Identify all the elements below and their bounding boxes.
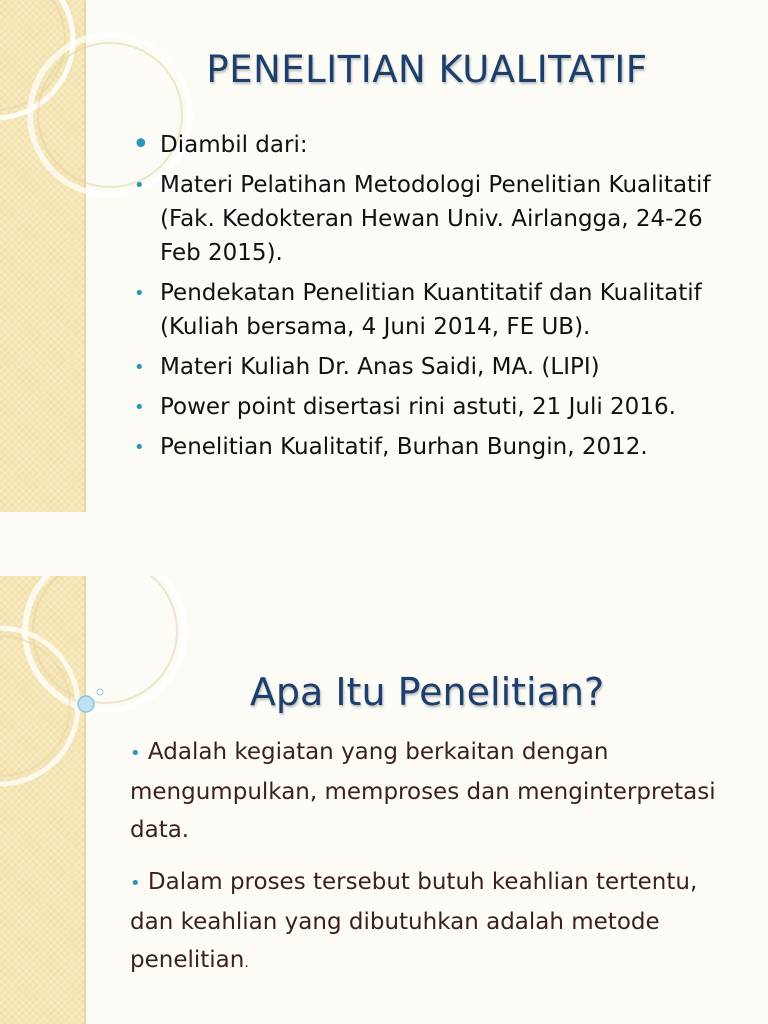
sources-list xyxy=(130,128,740,470)
list-item-text: Materi Kuliah Dr. Anas Saidi, MA. (LIPI) xyxy=(160,354,600,380)
list-item xyxy=(130,863,745,982)
bullet-dot-icon: • xyxy=(134,357,145,378)
list-item-text: Power point disertasi rini astuti, 21 Juli 2016. xyxy=(160,394,676,420)
bullet-dot-icon: • xyxy=(134,397,145,418)
definition-list xyxy=(130,733,745,996)
bullet-dot-icon: • xyxy=(134,283,145,304)
slide-1-title: PENELITIAN KUALITATIF xyxy=(206,48,648,91)
list-item-text: Diambil dari: xyxy=(160,132,308,158)
trailing-period: . xyxy=(244,955,249,971)
list-item xyxy=(130,276,740,344)
bullet-dot-icon: • xyxy=(132,127,150,162)
bullet-dot-icon: • xyxy=(134,175,145,196)
list-item xyxy=(130,390,740,424)
list-item xyxy=(130,168,740,270)
list-item-text: Pendekatan Penelitian Kuantitatif dan Kualitatif (Kuliah bersama, 4 Juni 2014, FE UB). xyxy=(160,280,702,340)
list-item xyxy=(130,350,740,384)
bullet-dot-icon: • xyxy=(130,743,141,764)
list-item xyxy=(130,128,740,162)
list-item xyxy=(130,430,740,464)
slide-gap xyxy=(0,512,768,576)
list-item-text: Penelitian Kualitatif, Burhan Bungin, 2012. xyxy=(160,434,648,460)
paragraph-text: Dalam proses tersebut butuh keahlian tertentu, dan keahlian yang dibutuhkan adalah metode penelitian xyxy=(130,869,698,973)
slide-2 xyxy=(0,576,768,1024)
list-item xyxy=(130,733,745,849)
slide-2-title: Apa Itu Penelitian? xyxy=(249,670,605,714)
ring-3 xyxy=(0,628,78,784)
list-item-text: Materi Pelatihan Metodologi Penelitian Kualitatif (Fak. Kedokteran Hewan Univ. Airlangga, 24-26 Feb 2015). xyxy=(160,172,711,266)
bullet-dot-icon: • xyxy=(130,873,141,894)
bullet-dot-icon: • xyxy=(134,437,145,458)
paragraph-text: Adalah kegiatan yang berkaitan dengan mengumpulkan, memproses dan menginterpretasi data. xyxy=(130,739,716,843)
